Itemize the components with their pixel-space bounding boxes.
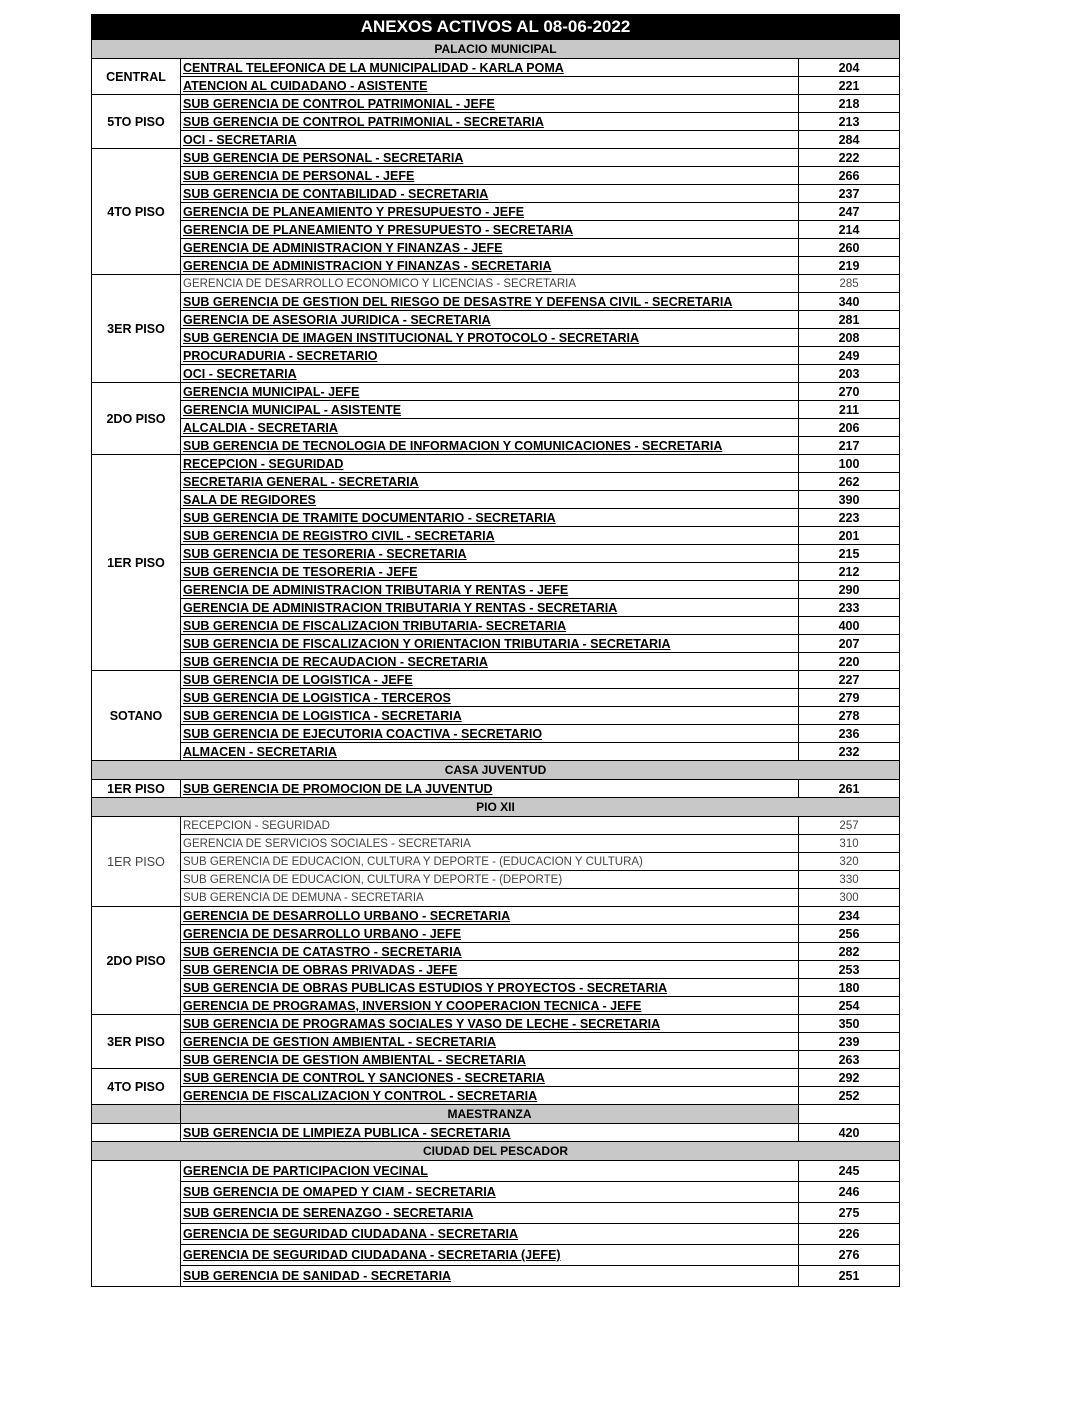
office-name: SALA DE REGIDORES xyxy=(181,491,799,509)
extension-number: 213 xyxy=(799,113,900,131)
office-name: SUB GERENCIA DE PROMOCION DE LA JUVENTUD xyxy=(181,780,799,798)
table-row xyxy=(92,419,900,437)
extension-number: 203 xyxy=(799,365,900,383)
section-title: CIUDAD DEL PESCADOR xyxy=(92,1142,900,1161)
office-name: SUB GERENCIA DE CONTROL Y SANCIONES - SECRETARIA xyxy=(181,1069,799,1087)
table-row xyxy=(92,907,900,925)
office-name: GERENCIA DE ADMINISTRACION TRIBUTARIA Y RENTAS - SECRETARIA xyxy=(181,599,799,617)
office-name: GERENCIA DE DESARROLLO URBANO - JEFE xyxy=(181,925,799,943)
table-row xyxy=(92,437,900,455)
table-row xyxy=(92,347,900,365)
table-row xyxy=(92,59,900,77)
extension-number: 220 xyxy=(799,653,900,671)
table-row xyxy=(92,743,900,761)
table-row xyxy=(92,1182,900,1203)
floor-label: 3ER PISO xyxy=(92,1015,181,1069)
extension-number: 206 xyxy=(799,419,900,437)
table-row xyxy=(92,1266,900,1287)
extension-number: 227 xyxy=(799,671,900,689)
office-name: GERENCIA DE DESARROLLO ECONOMICO Y LICENCIAS - SECRETARIA xyxy=(181,275,799,293)
office-name: SUB GERENCIA DE TESORERIA - SECRETARIA xyxy=(181,545,799,563)
extension-number: 211 xyxy=(799,401,900,419)
table-row xyxy=(92,311,900,329)
extension-number: 180 xyxy=(799,979,900,997)
extension-number: 300 xyxy=(799,889,900,907)
floor-label: 3ER PISO xyxy=(92,275,181,383)
extension-number: 207 xyxy=(799,635,900,653)
extension-number: 100 xyxy=(799,455,900,473)
floor-label: 5TO PISO xyxy=(92,95,181,149)
office-name: SUB GERENCIA DE PERSONAL - JEFE xyxy=(181,167,799,185)
extension-number: 201 xyxy=(799,527,900,545)
page-title: ANEXOS ACTIVOS AL 08-06-2022 xyxy=(92,15,900,40)
extension-number: 249 xyxy=(799,347,900,365)
extension-number: 270 xyxy=(799,383,900,401)
section-title: MAESTRANZA xyxy=(181,1105,799,1124)
office-name: SUB GERENCIA DE CONTROL PATRIMONIAL - JEFE xyxy=(181,95,799,113)
extension-number: 239 xyxy=(799,1033,900,1051)
table-row xyxy=(92,77,900,95)
office-name: SUB GERENCIA DE CATASTRO - SECRETARIA xyxy=(181,943,799,961)
floor-label: SOTANO xyxy=(92,671,181,761)
section-header-maestranza xyxy=(92,1105,900,1124)
extension-number: 237 xyxy=(799,185,900,203)
table-row xyxy=(92,239,900,257)
office-name: SUB GERENCIA DE DEMUNA - SECRETARIA xyxy=(181,889,799,907)
extension-number: 226 xyxy=(799,1224,900,1245)
extension-number: 215 xyxy=(799,545,900,563)
extension-number: 275 xyxy=(799,1203,900,1224)
office-name: GERENCIA DE PLANEAMIENTO Y PRESUPUESTO - SECRETARIA xyxy=(181,221,799,239)
office-name: SUB GERENCIA DE GESTION AMBIENTAL - SECRETARIA xyxy=(181,1051,799,1069)
table-row xyxy=(92,563,900,581)
office-name: GERENCIA DE PROGRAMAS, INVERSION Y COOPERACION TECNICA - JEFE xyxy=(181,997,799,1015)
office-name: PROCURADURIA - SECRETARIO xyxy=(181,347,799,365)
office-name: ALCALDIA - SECRETARIA xyxy=(181,419,799,437)
table-row xyxy=(92,113,900,131)
table-row xyxy=(92,545,900,563)
extension-number: 218 xyxy=(799,95,900,113)
section-header-blank xyxy=(92,1105,181,1124)
floor-label: 2DO PISO xyxy=(92,907,181,1015)
extension-number: 256 xyxy=(799,925,900,943)
extension-number: 253 xyxy=(799,961,900,979)
extension-number: 285 xyxy=(799,275,900,293)
table-row xyxy=(92,689,900,707)
floor-label xyxy=(92,1161,181,1287)
office-name: SUB GERENCIA DE TECNOLOGIA DE INFORMACION Y COMUNICACIONES - SECRETARIA xyxy=(181,437,799,455)
extension-number: 236 xyxy=(799,725,900,743)
extension-number: 390 xyxy=(799,491,900,509)
section-title: PIO XII xyxy=(92,798,900,817)
office-name: OCI - SECRETARIA xyxy=(181,131,799,149)
table-row xyxy=(92,221,900,239)
table-row xyxy=(92,455,900,473)
table-row xyxy=(92,167,900,185)
office-name: GERENCIA DE SEGURIDAD CIUDADANA - SECRETARIA xyxy=(181,1224,799,1245)
office-name: SUB GERENCIA DE OMAPED Y CIAM - SECRETARIA xyxy=(181,1182,799,1203)
section-title: CASA JUVENTUD xyxy=(92,761,900,780)
table-row xyxy=(92,1203,900,1224)
table-row xyxy=(92,401,900,419)
extension-number: 261 xyxy=(799,780,900,798)
extension-number: 279 xyxy=(799,689,900,707)
extension-number: 260 xyxy=(799,239,900,257)
extension-number: 219 xyxy=(799,257,900,275)
table-row xyxy=(92,707,900,725)
table-row xyxy=(92,1033,900,1051)
extension-number: 246 xyxy=(799,1182,900,1203)
table-row xyxy=(92,835,900,853)
office-name: SUB GERENCIA DE TRAMITE DOCUMENTARIO - SECRETARIA xyxy=(181,509,799,527)
office-name: GERENCIA DE SERVICIOS SOCIALES - SECRETARIA xyxy=(181,835,799,853)
office-name: GERENCIA DE ADMINISTRACION TRIBUTARIA Y RENTAS - JEFE xyxy=(181,581,799,599)
section-header-pescador xyxy=(92,1142,900,1161)
office-name: SUB GERENCIA DE EJECUTORIA COACTIVA - SECRETARIO xyxy=(181,725,799,743)
table-row xyxy=(92,889,900,907)
office-name: GERENCIA DE FISCALIZACION Y CONTROL - SECRETARIA xyxy=(181,1087,799,1105)
office-name: SUB GERENCIA DE RECAUDACION - SECRETARIA xyxy=(181,653,799,671)
extension-number: 350 xyxy=(799,1015,900,1033)
table-row xyxy=(92,635,900,653)
office-name: SUB GERENCIA DE IMAGEN INSTITUCIONAL Y PROTOCOLO - SECRETARIA xyxy=(181,329,799,347)
extension-number: 221 xyxy=(799,77,900,95)
table-row xyxy=(92,1015,900,1033)
extension-number: 204 xyxy=(799,59,900,77)
extension-number: 234 xyxy=(799,907,900,925)
table-row xyxy=(92,1161,900,1182)
office-name: SUB GERENCIA DE OBRAS PUBLICAS ESTUDIOS Y PROYECTOS - SECRETARIA xyxy=(181,979,799,997)
table-row xyxy=(92,527,900,545)
office-name: SUB GERENCIA DE FISCALIZACION Y ORIENTACION TRIBUTARIA - SECRETARIA xyxy=(181,635,799,653)
office-name: SUB GERENCIA DE GESTION DEL RIESGO DE DESASTRE Y DEFENSA CIVIL - SECRETARIA xyxy=(181,293,799,311)
floor-label: 1ER PISO xyxy=(92,817,181,907)
extension-number: 320 xyxy=(799,853,900,871)
office-name: SUB GERENCIA DE SERENAZGO - SECRETARIA xyxy=(181,1203,799,1224)
table-row xyxy=(92,491,900,509)
office-name: SUB GERENCIA DE FISCALIZACION TRIBUTARIA- SECRETARIA xyxy=(181,617,799,635)
office-name: GERENCIA DE ADMINISTRACION Y FINANZAS - SECRETARIA xyxy=(181,257,799,275)
section-header-blank xyxy=(799,1105,900,1124)
office-name: SUB GERENCIA DE PROGRAMAS SOCIALES Y VASO DE LECHE - SECRETARIA xyxy=(181,1015,799,1033)
section-header-juventud xyxy=(92,761,900,780)
office-name: RECEPCION - SEGURIDAD xyxy=(181,817,799,835)
table-row xyxy=(92,853,900,871)
table-row xyxy=(92,943,900,961)
office-name: GERENCIA DE ASESORIA JURIDICA - SECRETARIA xyxy=(181,311,799,329)
table-row xyxy=(92,509,900,527)
table-row xyxy=(92,1124,900,1142)
table-row xyxy=(92,329,900,347)
extension-number: 245 xyxy=(799,1161,900,1182)
floor-label: 1ER PISO xyxy=(92,455,181,671)
office-name: SUB GERENCIA DE REGISTRO CIVIL - SECRETARIA xyxy=(181,527,799,545)
table-row xyxy=(92,275,900,293)
table-row xyxy=(92,581,900,599)
extension-number: 281 xyxy=(799,311,900,329)
office-name: SUB GERENCIA DE LOGISTICA - TERCEROS xyxy=(181,689,799,707)
extension-number: 420 xyxy=(799,1124,900,1142)
table-row xyxy=(92,1051,900,1069)
office-name: GERENCIA MUNICIPAL- JEFE xyxy=(181,383,799,401)
floor-label: 2DO PISO xyxy=(92,383,181,455)
office-name: GERENCIA DE PLANEAMIENTO Y PRESUPUESTO - JEFE xyxy=(181,203,799,221)
extension-number: 233 xyxy=(799,599,900,617)
extension-number: 212 xyxy=(799,563,900,581)
table-row xyxy=(92,1224,900,1245)
section-header-pio xyxy=(92,798,900,817)
table-row xyxy=(92,293,900,311)
office-name: GERENCIA DE PARTICIPACION VECINAL xyxy=(181,1161,799,1182)
office-name: ALMACEN - SECRETARIA xyxy=(181,743,799,761)
extension-number: 214 xyxy=(799,221,900,239)
table-row xyxy=(92,979,900,997)
table-row xyxy=(92,817,900,835)
office-name: SUB GERENCIA DE PERSONAL - SECRETARIA xyxy=(181,149,799,167)
office-name: SUB GERENCIA DE EDUCACION, CULTURA Y DEPORTE - (EDUCACION Y CULTURA) xyxy=(181,853,799,871)
extension-number: 232 xyxy=(799,743,900,761)
extension-number: 266 xyxy=(799,167,900,185)
table-row xyxy=(92,1087,900,1105)
extension-number: 251 xyxy=(799,1266,900,1287)
table-row xyxy=(92,961,900,979)
extensions-table xyxy=(91,14,900,1287)
floor-label: 1ER PISO xyxy=(92,780,181,798)
extension-number: 254 xyxy=(799,997,900,1015)
office-name: SUB GERENCIA DE CONTABILIDAD - SECRETARIA xyxy=(181,185,799,203)
extension-number: 222 xyxy=(799,149,900,167)
title-row xyxy=(92,15,900,40)
table-row xyxy=(92,871,900,889)
table-row xyxy=(92,725,900,743)
extension-number: 276 xyxy=(799,1245,900,1266)
table-row xyxy=(92,780,900,798)
table-row xyxy=(92,257,900,275)
extension-number: 330 xyxy=(799,871,900,889)
office-name: SUB GERENCIA DE TESORERIA - JEFE xyxy=(181,563,799,581)
extensions-sheet xyxy=(91,14,899,1287)
office-name: SUB GERENCIA DE LIMPIEZA PUBLICA - SECRETARIA xyxy=(181,1124,799,1142)
office-name: SUB GERENCIA DE EDUCACION, CULTURA Y DEPORTE - (DEPORTE) xyxy=(181,871,799,889)
table-row xyxy=(92,149,900,167)
table-row xyxy=(92,617,900,635)
office-name: SUB GERENCIA DE OBRAS PRIVADAS - JEFE xyxy=(181,961,799,979)
office-name: GERENCIA DE GESTION AMBIENTAL - SECRETARIA xyxy=(181,1033,799,1051)
table-row xyxy=(92,1069,900,1087)
office-name: GERENCIA DE SEGURIDAD CIUDADANA - SECRETARIA (JEFE) xyxy=(181,1245,799,1266)
floor-label: 4TO PISO xyxy=(92,1069,181,1105)
extension-number: 223 xyxy=(799,509,900,527)
table-row xyxy=(92,473,900,491)
extension-number: 262 xyxy=(799,473,900,491)
table-row xyxy=(92,131,900,149)
office-name: SUB GERENCIA DE LOGISTICA - SECRETARIA xyxy=(181,707,799,725)
table-row xyxy=(92,997,900,1015)
office-name: SUB GERENCIA DE SANIDAD - SECRETARIA xyxy=(181,1266,799,1287)
extension-number: 284 xyxy=(799,131,900,149)
office-name: GERENCIA DE DESARROLLO URBANO - SECRETARIA xyxy=(181,907,799,925)
extension-number: 247 xyxy=(799,203,900,221)
table-row xyxy=(92,671,900,689)
office-name: RECEPCION - SEGURIDAD xyxy=(181,455,799,473)
extension-number: 292 xyxy=(799,1069,900,1087)
extension-number: 310 xyxy=(799,835,900,853)
office-name: ATENCION AL CUIDADANO - ASISTENTE xyxy=(181,77,799,95)
office-name: SUB GERENCIA DE CONTROL PATRIMONIAL - SECRETARIA xyxy=(181,113,799,131)
extension-number: 252 xyxy=(799,1087,900,1105)
table-row xyxy=(92,653,900,671)
extension-number: 282 xyxy=(799,943,900,961)
table-row xyxy=(92,599,900,617)
section-header-palacio xyxy=(92,40,900,59)
extension-number: 400 xyxy=(799,617,900,635)
extension-number: 290 xyxy=(799,581,900,599)
extension-number: 263 xyxy=(799,1051,900,1069)
table-row xyxy=(92,1245,900,1266)
table-row xyxy=(92,185,900,203)
table-row xyxy=(92,203,900,221)
office-name: GERENCIA MUNICIPAL - ASISTENTE xyxy=(181,401,799,419)
floor-label xyxy=(92,1124,181,1142)
office-name: OCI - SECRETARIA xyxy=(181,365,799,383)
section-title: PALACIO MUNICIPAL xyxy=(92,40,900,59)
office-name: SUB GERENCIA DE LOGISTICA - JEFE xyxy=(181,671,799,689)
table-row xyxy=(92,383,900,401)
extension-number: 208 xyxy=(799,329,900,347)
extension-number: 217 xyxy=(799,437,900,455)
table-row xyxy=(92,365,900,383)
extension-number: 257 xyxy=(799,817,900,835)
office-name: GERENCIA DE ADMINISTRACION Y FINANZAS - JEFE xyxy=(181,239,799,257)
office-name: CENTRAL TELEFONICA DE LA MUNICIPALIDAD - KARLA POMA xyxy=(181,59,799,77)
extension-number: 278 xyxy=(799,707,900,725)
floor-label: 4TO PISO xyxy=(92,149,181,275)
floor-label: CENTRAL xyxy=(92,59,181,95)
table-row xyxy=(92,925,900,943)
office-name: SECRETARIA GENERAL - SECRETARIA xyxy=(181,473,799,491)
table-row xyxy=(92,95,900,113)
extension-number: 340 xyxy=(799,293,900,311)
